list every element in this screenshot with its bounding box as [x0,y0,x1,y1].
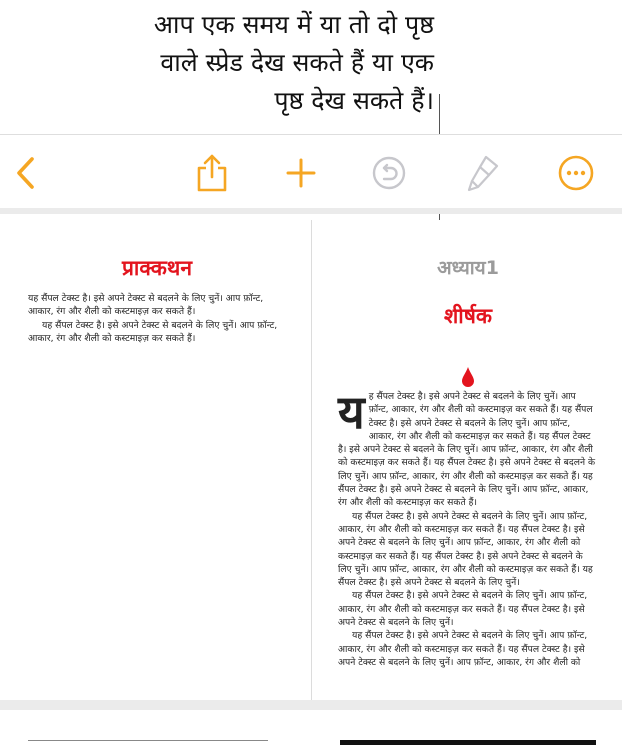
page-separator [0,700,622,710]
back-icon [14,156,38,190]
chapter-label: अध्याय1 [437,257,499,279]
add-icon [285,157,317,189]
chapter-title: शीर्षक [444,304,492,328]
left-page[interactable] [28,254,286,345]
more-icon [557,154,595,192]
right-page[interactable] [338,254,598,669]
back-button[interactable] [4,151,48,195]
undo-icon [371,155,407,191]
format-brush-icon [466,153,502,193]
paragraph: यह सैंपल टेक्स्ट है। इसे अपने टेक्स्ट से बदलने के लिए चुनें। आप फ़ॉन्ट, आकार, रंग और शैली को कस्टमाइज़ कर सकते हैं। यह सैंपल टेक्स्ट है। इसे अपने टेक्स्ट से बदलने के लिए चुनें। आप फ़ॉन्ट, आकार, रंग और शैली को [338,630,588,668]
share-icon [195,153,229,193]
drop-ornament-icon [461,366,475,388]
undo-button[interactable] [367,151,411,195]
callout-line-2: वाले स्प्रेड देख सकते हैं या एक [160,48,434,77]
next-page-left-preview [28,740,278,745]
paragraph: ह सैंपल टेक्स्ट है। इसे अपने टेक्स्ट से बदलने के लिए चुनें। आप फ़ॉन्ट, आकार, रंग और शैली को कस्टमाइज़ कर सकते हैं। यह सैंपल टेक्स्ट है। इसे अपने टेक्स्ट से बदलने के लिए चुनें। आप फ़ॉन्ट, आकार, रंग और शैली को कस्टमाइज़ कर सकते हैं। यह सैंपल टेक्स्ट है। इसे अपने टेक्स्ट से बदलने के लिए चुनें। आप फ़ॉन्ट, आकार, रंग और शैली को कस्टमाइज़ कर सकते हैं। यह सैंपल टेक्स्ट है। इसे अपने टेक्स्ट से बदलने के लिए चुनें। आप फ़ॉन्ट, आकार, रंग और शैली को कस्टमाइज़ कर सकते हैं। यह सैंपल टेक्स्ट है। इसे अपने टेक्स्ट से बदलने के लिए चुनें। आप फ़ॉन्ट, आकार, रंग और शैली को कस्टमाइज़ कर सकते हैं। [338,391,596,509]
page-heading: प्राक्कथन [121,256,193,280]
left-page-body [28,292,286,345]
right-page-body [338,385,598,669]
paragraph: यह सैंपल टेक्स्ट है। इसे अपने टेक्स्ट से बदलने के लिए चुनें। आप फ़ॉन्ट, आकार, रंग और शैली को कस्टमाइज़ कर सकते हैं। यह सैंपल टेक्स्ट है। इसे अपने टेक्स्ट से बदलने के लिए चुनें। आप फ़ॉन्ट, आकार, रंग और शैली को कस्टमाइज़ कर सकते हैं। यह सैंपल टेक्स्ट है। इसे अपने टेक्स्ट से बदलने के लिए चुनें। आप फ़ॉन्ट, आकार, रंग और शैली को कस्टमाइज़ कर सकते हैं। यह सैंपल टेक्स्ट है। इसे अपने टेक्स्ट से बदलने के लिए चुनें। [338,510,593,589]
callout-annotation [154,6,434,120]
share-button[interactable] [190,151,234,195]
next-page-right-preview [340,740,596,745]
toolbar [0,134,622,214]
more-button[interactable] [554,151,598,195]
callout-line-1: आप एक समय में या तो दो पृष्ठ [153,10,434,39]
paragraph: यह सैंपल टेक्स्ट है। इसे अपने टेक्स्ट से बदलने के लिए चुनें। आप फ़ॉन्ट, आकार, रंग और शैली को कस्टमाइज़ कर सकते हैं। [28,319,278,344]
paragraph: यह सैंपल टेक्स्ट है। इसे अपने टेक्स्ट से बदलने के लिए चुनें। आप फ़ॉन्ट, आकार, रंग और शैली को कस्टमाइज़ कर सकते हैं। [28,293,264,318]
spread-gutter [311,220,312,705]
add-button[interactable] [279,151,323,195]
callout-line-3: पृष्ठ देख सकते हैं। [274,86,434,115]
drop-cap: य [338,385,365,439]
format-brush-button[interactable] [462,151,506,195]
paragraph: यह सैंपल टेक्स्ट है। इसे अपने टेक्स्ट से बदलने के लिए चुनें। आप फ़ॉन्ट, आकार, रंग और शैली को कस्टमाइज़ कर सकते हैं। यह सैंपल टेक्स्ट है। इसे अपने टेक्स्ट से बदलने के लिए चुनें। [338,590,588,629]
